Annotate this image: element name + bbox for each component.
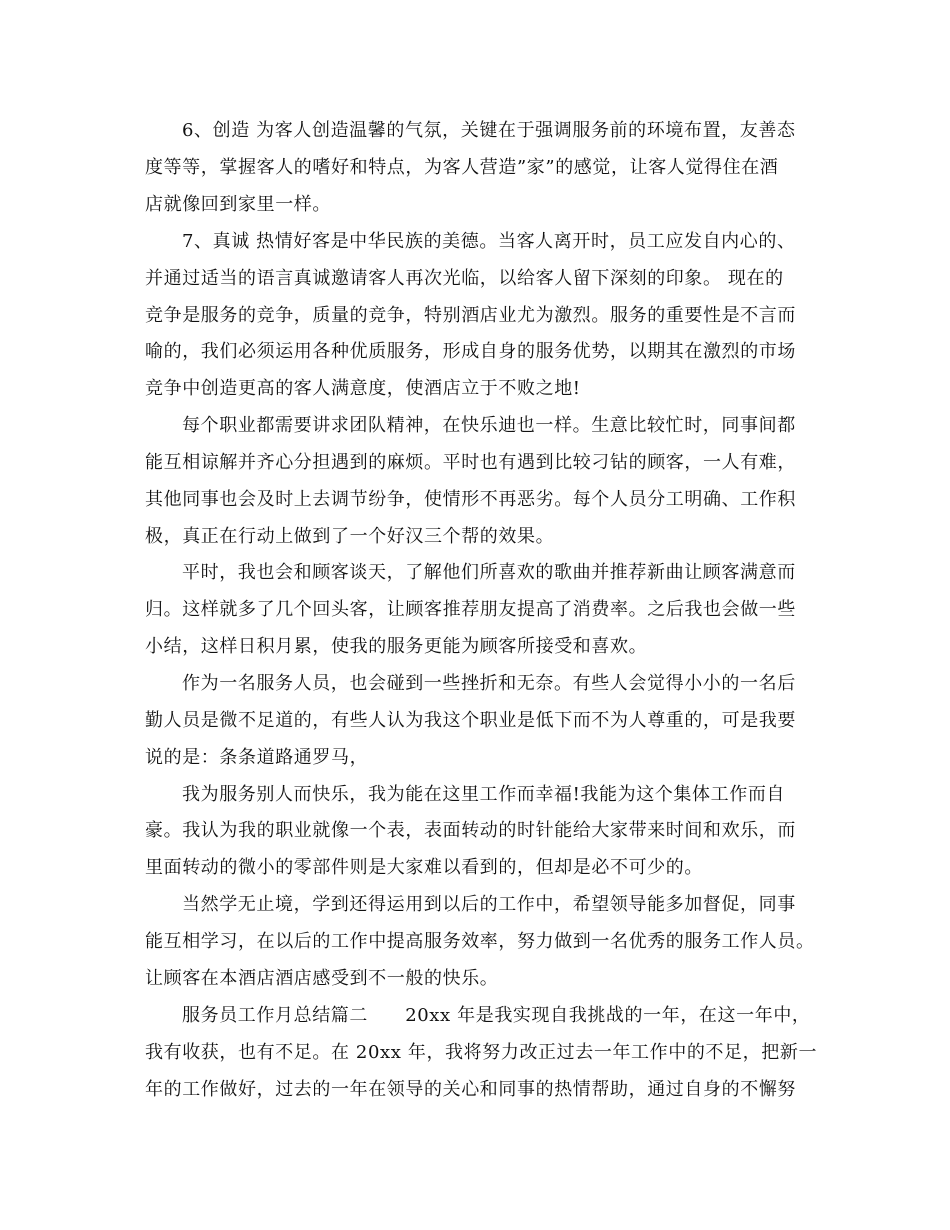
text-line: 喻的，我们必须运用各种优质服务，形成自身的服务优势，以期其在激烈的市场 [145,341,796,362]
text-line: 我为服务别人而快乐，我为能在这里工作而幸福!我能为这个集体工作而自 [182,784,786,805]
text-line: 豪。我认为我的职业就像一个表，表面转动的时针能给大家带来时间和欢乐，而 [145,820,796,841]
text-line: 极，真正在行动上做到了一个好汉三个帮的效果。 [145,526,555,547]
text-line: 能互相学习，在以后的工作中提高服务效率，努力做到一名优秀的服务工作人员。 [145,931,815,952]
text-line: 度等等，掌握客人的嗜好和特点，为客人营造”家”的感觉，让客人觉得住在酒 [145,157,779,178]
text-line: 其他同事也会及时上去调节纷争，使情形不再恶劣。每个人员分工明确、工作积 [145,489,796,510]
text-line: 说的是：条条道路通罗马， [145,747,369,768]
text-line: 年的工作做好，过去的一年在领导的关心和同事的热情帮助，通过自身的不懈努 [145,1079,796,1100]
text-line: 7、真诚 热情好客是中华民族的美德。当客人离开时，员工应发自内心的、 [182,231,796,252]
text-line: 服务员工作月总结篇二 20xx 年是我实现自我挑战的一年，在这一年中， [182,1005,811,1026]
text-line: 里面转动的微小的零部件则是大家难以看到的，但却是必不可少的。 [145,857,703,878]
text-line: 勤人员是微不足道的，有些人认为我这个职业是低下而不为人尊重的，可是我要 [145,710,796,731]
text-line: 能互相谅解并齐心分担遇到的麻烦。平时也有遇到比较刁钻的顾客，一人有难， [145,452,796,473]
text-line: 竞争是服务的竞争，质量的竞争，特别酒店业尤为激烈。服务的重要性是不言而 [145,305,796,326]
text-line: 我有收获，也有不足。在 20xx 年，我将努力改正过去一年工作中的不足，把新一 [145,1042,818,1063]
text-line: 作为一名服务人员，也会碰到一些挫折和无奈。有些人会觉得小小的一名后 [182,673,796,694]
text-line: 归。这样就多了几个回头客，让顾客推荐朋友提高了消费率。之后我也会做一些 [145,599,796,620]
text-line: 小结，这样日积月累，使我的服务更能为顾客所接受和喜欢。 [145,636,648,657]
text-line: 平时，我也会和顾客谈天，了解他们所喜欢的歌曲并推荐新曲让顾客满意而 [182,562,796,583]
text-line: 竞争中创造更高的客人满意度，使酒店立于不败之地! [145,378,581,399]
text-line: 让顾客在本酒店酒店感受到不一般的快乐。 [145,968,499,989]
text-line: 并通过适当的语言真诚邀请客人再次光临，以给客人留下深刻的印象。 现在的 [145,268,784,289]
text-line: 当然学无止境，学到还得运用到以后的工作中，希望领导能多加督促，同事 [182,894,796,915]
text-line: 6、创造 为客人创造温馨的气氛，关键在于强调服务前的环境布置，友善态 [182,120,796,141]
text-line: 店就像回到家里一样。 [145,194,331,215]
text-line: 每个职业都需要讲求团队精神，在快乐迪也一样。生意比较忙时，同事间都 [182,415,796,436]
